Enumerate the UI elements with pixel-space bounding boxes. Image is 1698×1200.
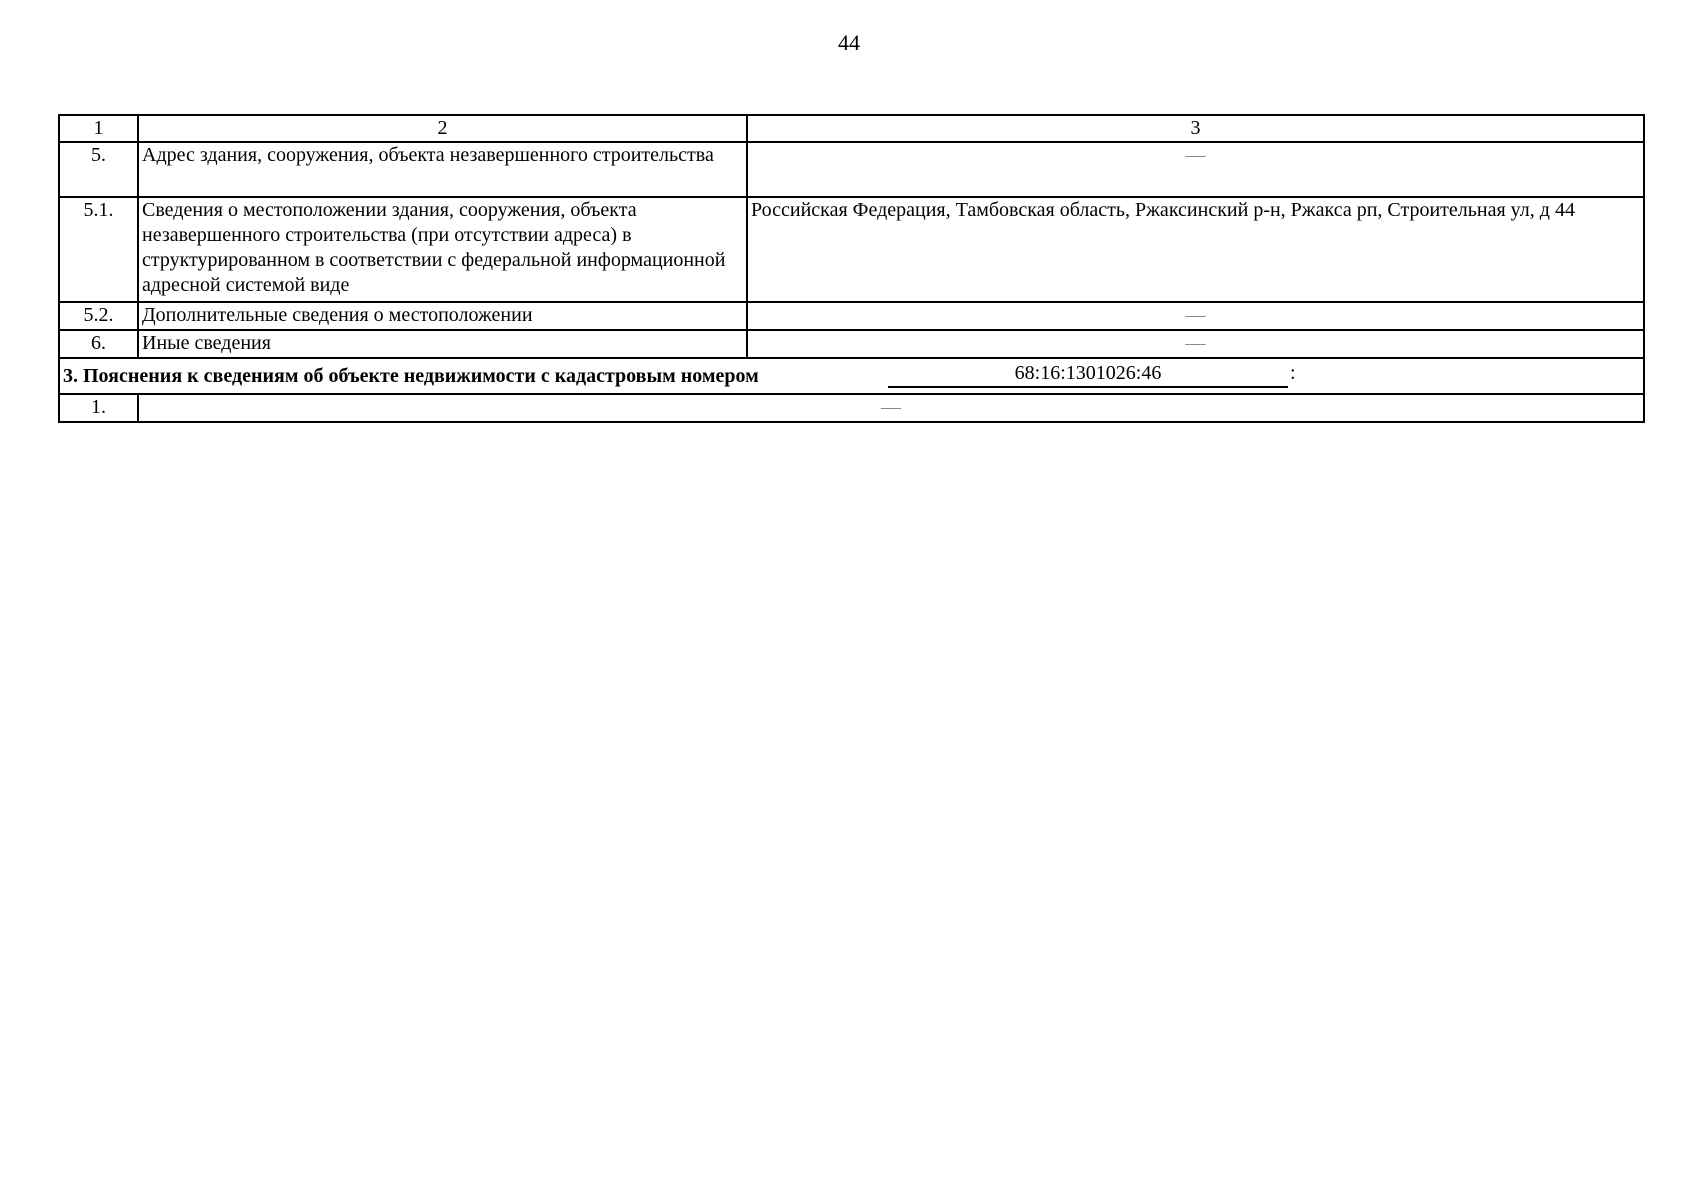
header-col-3: 3 (747, 115, 1644, 142)
row-value: — (747, 302, 1644, 330)
cadastral-colon: : (1290, 362, 1296, 384)
row-number: 6. (59, 330, 138, 358)
row-label: Адрес здания, сооружения, объекта незавершенного строительства (138, 142, 747, 197)
row-number: 5.1. (59, 197, 138, 302)
row-label: Дополнительные сведения о местоположении (138, 302, 747, 330)
section-3-header (59, 358, 1644, 394)
row-value: — (747, 142, 1644, 197)
row-label: Сведения о местоположении здания, сооружения, объекта незавершенного строительства (при отсутствии адреса) в структурированном в соответствии с федеральной информационной адресной системой виде (138, 197, 747, 302)
row-number: 1. (59, 394, 138, 422)
header-col-1: 1 (59, 115, 138, 142)
section-3-header-row (59, 358, 1644, 394)
table-header-row (59, 115, 1644, 142)
table-row (59, 142, 1644, 197)
page-number: 44 (838, 30, 860, 55)
cadastral-info-table (58, 114, 1645, 423)
row-label: Иные сведения (138, 330, 747, 358)
row-value: Российская Федерация, Тамбовская область, Ржаксинский р-н, Ржакса рп, Строительная ул, д 44 (747, 197, 1644, 302)
table-row (59, 330, 1644, 358)
table-row (59, 394, 1644, 422)
row-number: 5.2. (59, 302, 138, 330)
cadastral-number: 68:16:1301026:46 (888, 361, 1288, 388)
header-col-2: 2 (138, 115, 747, 142)
row-number: 5. (59, 142, 138, 197)
section-3-title: 3. Пояснения к сведениям об объекте недвижимости с кадастровым номером (63, 364, 759, 387)
table-row (59, 197, 1644, 302)
table-row (59, 302, 1644, 330)
row-value: — (747, 330, 1644, 358)
row-value: — (138, 394, 1644, 422)
